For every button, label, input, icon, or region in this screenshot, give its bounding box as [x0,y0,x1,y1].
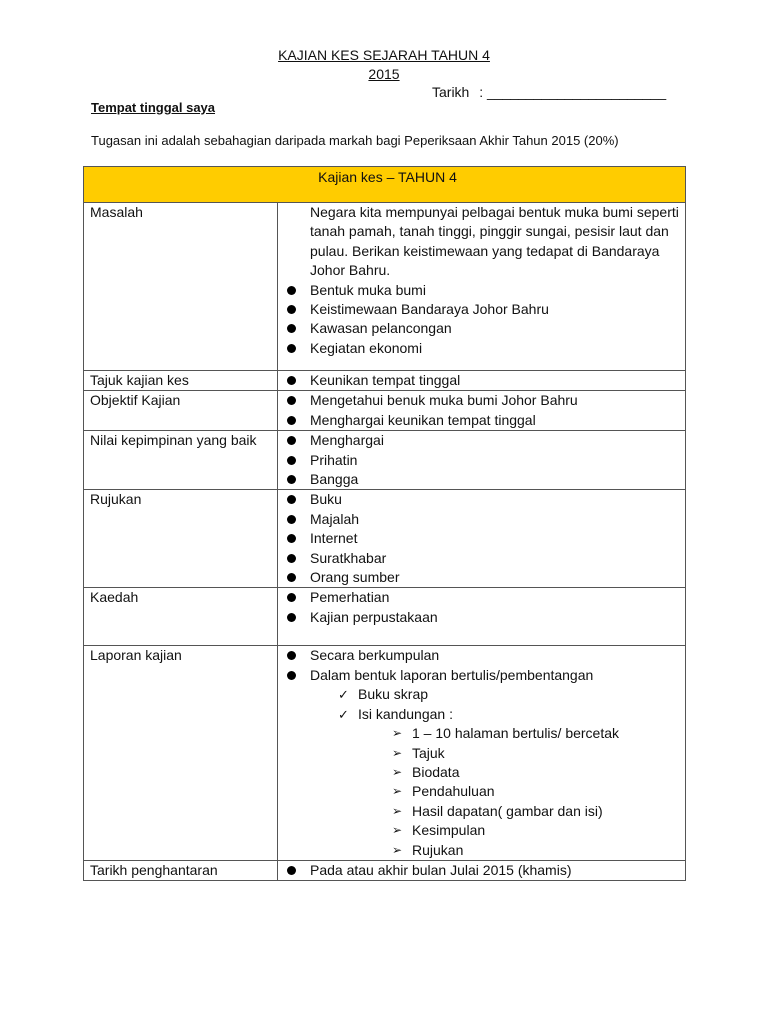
date-label: Tarikh [432,84,470,100]
arrow-item: ➢ Hasil dapatan( gambar dan isi) [392,802,685,821]
list-item: Kawasan pelancongan [284,319,685,338]
table-row [84,490,686,588]
row-label: Kaedah [84,588,278,646]
row-content [278,371,686,391]
list-item: Orang sumber [284,568,685,587]
date-blank: : _______________________ [479,84,667,100]
arrow-item: ➢ Biodata [392,763,685,782]
list-item: Keistimewaan Bandaraya Johor Bahru [284,300,685,319]
arrow-item: ➢ Rujukan [392,841,685,860]
row-content [278,431,686,490]
row-label: Tajuk kajian kes [84,371,278,391]
document-title: KAJIAN KES SEJARAH TAHUN 4 [278,47,490,63]
section-heading: Tempat tinggal saya [91,100,216,115]
list-item: Majalah [284,510,685,529]
row-label: Laporan kajian [84,646,278,860]
list-item: Dalam bentuk laporan bertulis/pembentangan [284,666,685,685]
list-item: Mengetahui benuk muka bumi Johor Bahru [284,391,685,410]
row-content [278,203,686,371]
checklist-item: ✓ Isi kandungan : [338,705,685,724]
list-item: Secara berkumpulan [284,646,685,665]
table-row [84,391,686,431]
row-content [278,646,686,860]
row-label: Masalah [84,203,278,371]
intro-text: Tugasan ini adalah sebahagian daripada markah bagi Peperiksaan Akhir Tahun 2015 (20%) [91,133,619,148]
row-label: Objektif Kajian [84,391,278,431]
masalah-paragraph: Negara kita mempunyai pelbagai bentuk muka bumi seperti tanah pamah, tanah tinggi, pinggir sungai, pesisir laut dan pulau. Berikan keistimewaan yang tedapat di Bandaraya Johor Bahru. [310,204,679,279]
arrow-item: ➢ 1 – 10 halaman bertulis/ bercetak [392,724,685,743]
row-content [278,490,686,588]
row-label: Rujukan [84,490,278,588]
row-label: Tarikh penghantaran [84,860,278,880]
case-study-table [83,166,686,881]
list-item: Prihatin [284,451,685,470]
checklist-item: ✓ Buku skrap [338,685,685,704]
list-item: Suratkhabar [284,549,685,568]
table-row [84,860,686,880]
table-row [84,371,686,391]
table-header-text: Kajian kes – TAHUN 4 [318,169,457,185]
table-row [84,588,686,646]
list-item: Buku [284,490,685,509]
row-content [278,391,686,431]
arrow-item: ➢ Tajuk [392,744,685,763]
list-item: Pemerhatian [284,588,685,607]
row-label: Nilai kepimpinan yang baik [84,431,278,490]
date-field [432,84,666,100]
list-item: Menghargai keunikan tempat tinggal [284,411,685,430]
list-item: Kegiatan ekonomi [284,339,685,358]
list-item: Menghargai [284,431,685,450]
arrow-item: ➢ Pendahuluan [392,782,685,801]
table-row [84,203,686,371]
arrow-item: ➢ Kesimpulan [392,821,685,840]
list-item: Keunikan tempat tinggal [284,371,685,390]
table-row [84,431,686,490]
list-item: Internet [284,529,685,548]
table-header [84,167,686,203]
row-content [278,588,686,646]
list-item: Kajian perpustakaan [284,608,685,627]
list-item: Bangga [284,470,685,489]
list-item: Pada atau akhir bulan Julai 2015 (khamis) [284,861,685,880]
document-year: 2015 [368,66,400,82]
table-row [84,646,686,860]
list-item: Bentuk muka bumi [284,281,685,300]
row-content [278,860,686,880]
